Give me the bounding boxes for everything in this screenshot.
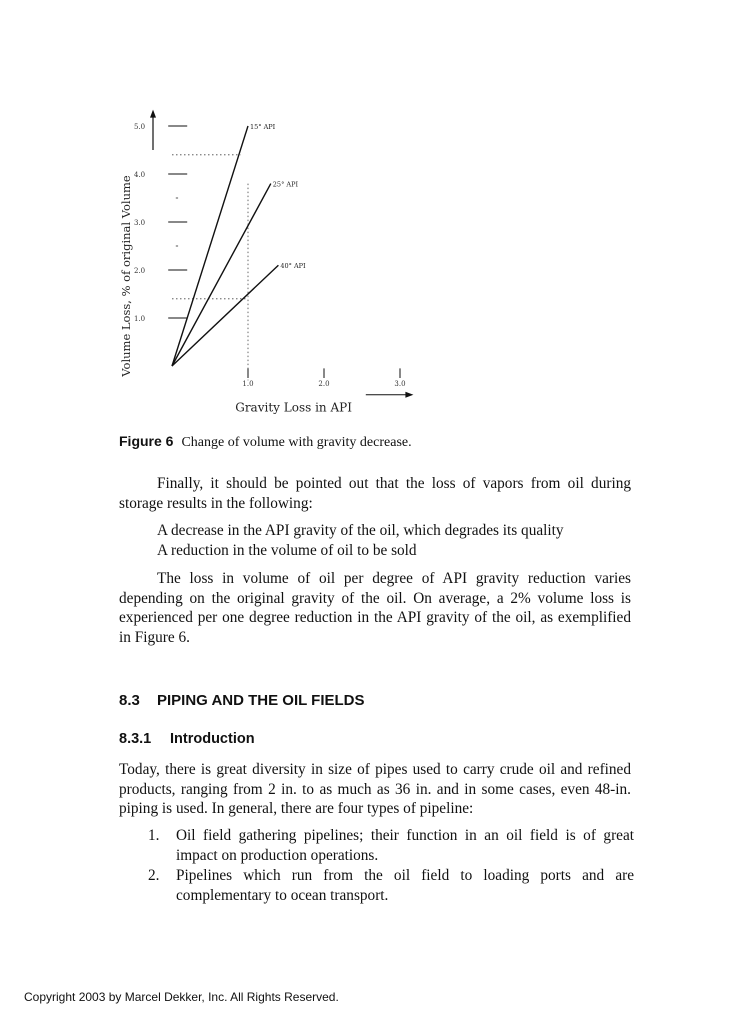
x-axis-arrow (405, 392, 413, 398)
list-number: 2. (148, 867, 160, 884)
figure-caption (119, 432, 639, 452)
y-axis-arrow (150, 110, 156, 118)
y-tick-label: 4.0 (134, 171, 146, 179)
subsection-title: Introduction (170, 731, 255, 747)
series-label: 25° API (272, 180, 299, 189)
figure-label: Figure 6 (119, 433, 174, 449)
list-item (148, 826, 634, 865)
paragraph-volume-loss: The loss in volume of oil per degree of API gravity reduction varies depending on the original gravity of the oil. On average, a 2% volume loss is experienced per one degree reduction in the API gravity of the oil, as exemplified in Figure 6. (119, 570, 631, 646)
list-text: Pipelines which run from the oil field to loading ports and are complementary to ocean transport. (176, 867, 634, 904)
list-item (148, 866, 634, 905)
y-tick-label: 3.0 (134, 219, 146, 227)
x-axis-label: Gravity Loss in API (235, 400, 352, 415)
y-tick-label: 5.0 (134, 123, 146, 131)
y-tick-label: 1.0 (134, 315, 146, 323)
section-number: 8.3 (119, 692, 140, 709)
copyright-footer: Copyright 2003 by Marcel Dekker, Inc. All Rights Reserved. (24, 990, 339, 1004)
list-text: Oil field gathering pipelines; their function in an oil field is of great impact on production operations. (176, 827, 634, 864)
chart-svg (112, 96, 432, 426)
x-tick-label: 2.0 (318, 380, 330, 389)
section-title: PIPING AND THE OIL FIELDS (157, 692, 365, 709)
figure-caption-text: Change of volume with gravity decrease. (181, 435, 412, 450)
subsection-heading (119, 731, 255, 747)
bullet-api-decrease: A decrease in the API gravity of the oil, which degrades its quality (157, 522, 564, 539)
section-heading (119, 692, 365, 709)
paragraph-vapor-loss: Finally, it should be pointed out that the loss of vapors from oil during storage results in the following: (119, 475, 631, 512)
series-label: 15° API (250, 123, 276, 131)
paragraph-pipe-diversity: Today, there is great diversity in size of pipes used to carry crude oil and refined products, ranging from 2 in. to as much as 36 in. and in some cases, even 48-in. piping is used. In general, there are four types of pipeline: (119, 761, 631, 818)
bullet-volume-reduction: A reduction in the volume of oil to be sold (157, 542, 417, 559)
x-tick-label: 3.0 (394, 380, 406, 389)
figure-6-chart (112, 96, 432, 426)
list-number: 1. (148, 827, 160, 844)
series-label: 40° API (280, 262, 306, 271)
y-tick-label: 2.0 (134, 267, 146, 275)
x-tick-label: 1.0 (242, 380, 254, 389)
y-axis-label: Volume Loss, % of original Volume (119, 175, 133, 377)
subsection-number: 8.3.1 (119, 731, 152, 747)
